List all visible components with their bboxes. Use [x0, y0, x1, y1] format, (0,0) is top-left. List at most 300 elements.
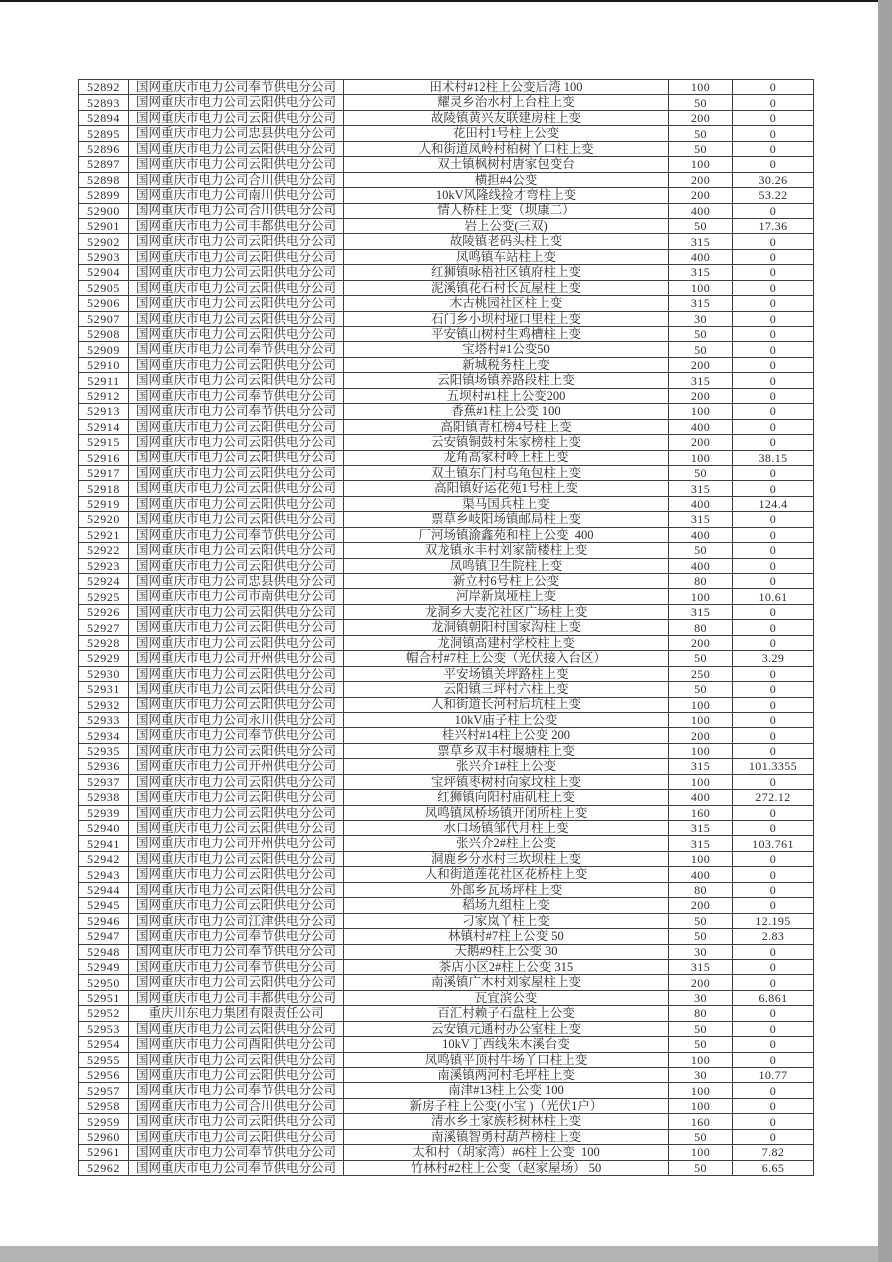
cell-capacity: 50 — [669, 219, 733, 234]
cell-row-id: 52945 — [79, 898, 129, 913]
cell-station-name: 桂兴村#14柱上公变 200 — [344, 728, 669, 743]
cell-company: 国网重庆市电力公司云阳供电分公司 — [129, 620, 344, 635]
cell-company: 国网重庆市电力公司云阳供电分公司 — [129, 481, 344, 496]
cell-value: 0 — [733, 528, 814, 543]
cell-station-name: 太和村（胡家湾）#6柱上公变 100 — [344, 1145, 669, 1160]
cell-row-id: 52928 — [79, 636, 129, 651]
cell-station-name: 龙洞乡大麦沱社区广场柱上变 — [344, 605, 669, 620]
cell-station-name: 红狮镇向阳村庙矶柱上变 — [344, 790, 669, 805]
table-row — [79, 497, 814, 512]
cell-capacity: 200 — [669, 358, 733, 373]
cell-row-id: 52948 — [79, 945, 129, 960]
cell-company: 国网重庆市电力公司奉节供电分公司 — [129, 389, 344, 404]
cell-station-name: 花田村1号柱上公变 — [344, 126, 669, 141]
cell-row-id: 52909 — [79, 342, 129, 357]
cell-value: 0 — [733, 404, 814, 419]
cell-row-id: 52932 — [79, 698, 129, 713]
cell-value: 0 — [733, 265, 814, 280]
cell-capacity: 50 — [669, 543, 733, 558]
table-row — [79, 528, 814, 543]
cell-company: 国网重庆市电力公司奉节供电分公司 — [129, 929, 344, 944]
cell-row-id: 52952 — [79, 1006, 129, 1021]
cell-capacity: 315 — [669, 960, 733, 975]
cell-station-name: 双龙镇永丰村刘家箭楼柱上变 — [344, 543, 669, 558]
cell-capacity: 50 — [669, 1037, 733, 1052]
cell-row-id: 52958 — [79, 1099, 129, 1114]
cell-value: 10.77 — [733, 1068, 814, 1083]
cell-station-name: 刁家岚丫柱上变 — [344, 914, 669, 929]
table-row — [79, 80, 814, 95]
table-row — [79, 1099, 814, 1114]
cell-company: 国网重庆市电力公司云阳供电分公司 — [129, 898, 344, 913]
table-row — [79, 589, 814, 604]
cell-row-id: 52941 — [79, 836, 129, 851]
cell-value: 53.22 — [733, 188, 814, 203]
cell-company: 国网重庆市电力公司云阳供电分公司 — [129, 250, 344, 265]
cell-capacity: 200 — [669, 173, 733, 188]
cell-value: 0 — [733, 111, 814, 126]
table-row — [79, 512, 814, 527]
cell-capacity: 315 — [669, 265, 733, 280]
cell-value: 0 — [733, 543, 814, 558]
cell-company: 国网重庆市电力公司云阳供电分公司 — [129, 1114, 344, 1129]
cell-capacity: 400 — [669, 790, 733, 805]
cell-value: 0 — [733, 142, 814, 157]
cell-capacity: 400 — [669, 204, 733, 219]
cell-company: 国网重庆市电力公司云阳供电分公司 — [129, 327, 344, 342]
cell-row-id: 52951 — [79, 991, 129, 1006]
cell-value: 0 — [733, 1053, 814, 1068]
cell-row-id: 52910 — [79, 358, 129, 373]
cell-value: 0 — [733, 960, 814, 975]
cell-company: 国网重庆市电力公司云阳供电分公司 — [129, 234, 344, 249]
table-row — [79, 1161, 814, 1176]
cell-company: 国网重庆市电力公司云阳供电分公司 — [129, 296, 344, 311]
cell-value: 0 — [733, 358, 814, 373]
cell-company: 国网重庆市电力公司云阳供电分公司 — [129, 497, 344, 512]
cell-row-id: 52929 — [79, 651, 129, 666]
cell-station-name: 石门乡小坝村垭口里柱上变 — [344, 312, 669, 327]
cell-company: 国网重庆市电力公司云阳供电分公司 — [129, 466, 344, 481]
cell-station-name: 凤鸣镇平顶村牛场丫口柱上变 — [344, 1053, 669, 1068]
table-row — [79, 1145, 814, 1160]
table-row — [79, 342, 814, 357]
cell-row-id: 52902 — [79, 234, 129, 249]
table-row — [79, 806, 814, 821]
table-row — [79, 219, 814, 234]
cell-row-id: 52906 — [79, 296, 129, 311]
cell-row-id: 52907 — [79, 312, 129, 327]
cell-station-name: 凤鸣镇车站柱上变 — [344, 250, 669, 265]
cell-row-id: 52934 — [79, 728, 129, 743]
page-top-rule — [0, 0, 892, 2]
cell-capacity: 315 — [669, 605, 733, 620]
table-row — [79, 1114, 814, 1129]
cell-capacity: 100 — [669, 281, 733, 296]
table-row — [79, 466, 814, 481]
cell-capacity: 80 — [669, 574, 733, 589]
cell-value: 0 — [733, 975, 814, 990]
cell-row-id: 52939 — [79, 806, 129, 821]
cell-company: 国网重庆市电力公司云阳供电分公司 — [129, 1053, 344, 1068]
cell-station-name: 人和街道凤岭村柏树丫口柱上变 — [344, 142, 669, 157]
cell-value: 0 — [733, 126, 814, 141]
cell-capacity: 200 — [669, 111, 733, 126]
cell-row-id: 52962 — [79, 1161, 129, 1176]
cell-station-name: 厂河场镇渝鑫苑和柱上公变 400 — [344, 528, 669, 543]
cell-company: 国网重庆市电力公司云阳供电分公司 — [129, 867, 344, 882]
cell-row-id: 52894 — [79, 111, 129, 126]
cell-capacity: 50 — [669, 1161, 733, 1176]
cell-value: 0 — [733, 559, 814, 574]
cell-company: 国网重庆市电力公司永川供电分公司 — [129, 713, 344, 728]
cell-value: 0 — [733, 821, 814, 836]
cell-row-id: 52921 — [79, 528, 129, 543]
cell-company: 国网重庆市电力公司开州供电分公司 — [129, 836, 344, 851]
cell-row-id: 52916 — [79, 451, 129, 466]
cell-capacity: 80 — [669, 1006, 733, 1021]
cell-station-name: 10kV丁西线朱木溪台变 — [344, 1037, 669, 1052]
cell-row-id: 52900 — [79, 204, 129, 219]
cell-company: 国网重庆市电力公司奉节供电分公司 — [129, 1145, 344, 1160]
table-row — [79, 281, 814, 296]
cell-value: 0 — [733, 281, 814, 296]
table-row — [79, 543, 814, 558]
cell-row-id: 52908 — [79, 327, 129, 342]
cell-company: 国网重庆市电力公司奉节供电分公司 — [129, 1161, 344, 1176]
cell-company: 国网重庆市电力公司云阳供电分公司 — [129, 744, 344, 759]
cell-station-name: 高阳镇青杠榜4号柱上变 — [344, 420, 669, 435]
cell-value: 10.61 — [733, 589, 814, 604]
cell-row-id: 52895 — [79, 126, 129, 141]
cell-company: 国网重庆市电力公司云阳供电分公司 — [129, 543, 344, 558]
table-row — [79, 358, 814, 373]
table-row — [79, 327, 814, 342]
table-row — [79, 605, 814, 620]
cell-capacity: 50 — [669, 342, 733, 357]
table-row — [79, 296, 814, 311]
cell-row-id: 52903 — [79, 250, 129, 265]
cell-station-name: 外郎乡瓦场坪柱上变 — [344, 883, 669, 898]
cell-row-id: 52931 — [79, 682, 129, 697]
cell-value: 0 — [733, 389, 814, 404]
cell-value: 0 — [733, 945, 814, 960]
cell-station-name: 人和街道莲花社区花桥柱上变 — [344, 867, 669, 882]
table-row — [79, 404, 814, 419]
cell-value: 6.65 — [733, 1161, 814, 1176]
cell-capacity: 100 — [669, 1099, 733, 1114]
transformer-table — [78, 79, 814, 1176]
cell-station-name: 云阳镇场镇养路段柱上变 — [344, 373, 669, 388]
cell-station-name: 渠马国兵柱上变 — [344, 497, 669, 512]
cell-station-name: 南溪镇广木村刘家屋柱上变 — [344, 975, 669, 990]
cell-value: 0 — [733, 806, 814, 821]
cell-value: 103.761 — [733, 836, 814, 851]
cell-station-name: 平安镇山树村生鸡槽柱上变 — [344, 327, 669, 342]
cell-capacity: 200 — [669, 435, 733, 450]
cell-capacity: 315 — [669, 821, 733, 836]
cell-station-name: 龙角高家村岭上柱上变 — [344, 451, 669, 466]
cell-capacity: 315 — [669, 836, 733, 851]
table-row — [79, 836, 814, 851]
cell-value: 0 — [733, 620, 814, 635]
table-row — [79, 420, 814, 435]
cell-station-name: 龙洞镇高建村学校柱上变 — [344, 636, 669, 651]
cell-station-name: 泥溪镇花石村长瓦屋柱上变 — [344, 281, 669, 296]
cell-capacity: 80 — [669, 620, 733, 635]
cell-value: 0 — [733, 1083, 814, 1098]
cell-value: 0 — [733, 883, 814, 898]
cell-value: 0 — [733, 435, 814, 450]
cell-row-id: 52901 — [79, 219, 129, 234]
cell-capacity: 100 — [669, 698, 733, 713]
cell-station-name: 耀灵乡治水村上台柱上变 — [344, 95, 669, 110]
cell-company: 国网重庆市电力公司云阳供电分公司 — [129, 1068, 344, 1083]
cell-row-id: 52937 — [79, 775, 129, 790]
cell-value: 124.4 — [733, 497, 814, 512]
cell-station-name: 清水乡土家族杉树林柱上变 — [344, 1114, 669, 1129]
cell-station-name: 新房子柱上公变(小宝 )（光伏1户） — [344, 1099, 669, 1114]
cell-station-name: 凤鸣镇卫生院柱上变 — [344, 559, 669, 574]
cell-capacity: 200 — [669, 636, 733, 651]
table-row — [79, 559, 814, 574]
cell-station-name: 木古桃园社区柱上变 — [344, 296, 669, 311]
cell-company: 国网重庆市电力公司合川供电分公司 — [129, 204, 344, 219]
cell-value: 0 — [733, 775, 814, 790]
table-row — [79, 265, 814, 280]
cell-row-id: 52938 — [79, 790, 129, 805]
table-row — [79, 991, 814, 1006]
cell-station-name: 故陵镇老码头柱上变 — [344, 234, 669, 249]
table-row — [79, 95, 814, 110]
cell-company: 国网重庆市电力公司云阳供电分公司 — [129, 775, 344, 790]
cell-value: 0 — [733, 204, 814, 219]
cell-company: 国网重庆市电力公司云阳供电分公司 — [129, 358, 344, 373]
cell-capacity: 30 — [669, 312, 733, 327]
cell-company: 国网重庆市电力公司南川供电分公司 — [129, 188, 344, 203]
cell-station-name: 横担#4公变 — [344, 173, 669, 188]
cell-company: 国网重庆市电力公司云阳供电分公司 — [129, 667, 344, 682]
cell-row-id: 52925 — [79, 589, 129, 604]
cell-row-id: 52905 — [79, 281, 129, 296]
cell-value: 0 — [733, 1114, 814, 1129]
table-row — [79, 713, 814, 728]
cell-row-id: 52919 — [79, 497, 129, 512]
cell-station-name: 张兴介1#柱上公变 — [344, 759, 669, 774]
cell-station-name: 张兴介2#柱上公变 — [344, 836, 669, 851]
cell-capacity: 400 — [669, 528, 733, 543]
table-row — [79, 312, 814, 327]
cell-value: 0 — [733, 157, 814, 172]
cell-capacity: 100 — [669, 404, 733, 419]
cell-company: 国网重庆市电力公司云阳供电分公司 — [129, 111, 344, 126]
cell-row-id: 52950 — [79, 975, 129, 990]
cell-capacity: 100 — [669, 1145, 733, 1160]
cell-value: 0 — [733, 342, 814, 357]
cell-station-name: 票草乡岐阳场镇邮局柱上变 — [344, 512, 669, 527]
cell-row-id: 52918 — [79, 481, 129, 496]
cell-capacity: 50 — [669, 651, 733, 666]
table-row — [79, 142, 814, 157]
cell-capacity: 200 — [669, 188, 733, 203]
table-row — [79, 682, 814, 697]
table-row — [79, 620, 814, 635]
cell-station-name: 竹林村#2柱上公变（赵家屋场） 50 — [344, 1161, 669, 1176]
cell-station-name: 10kV风隆线捡才弯柱上变 — [344, 188, 669, 203]
cell-company: 国网重庆市电力公司云阳供电分公司 — [129, 312, 344, 327]
cell-station-name: 故陵镇黄兴友联建房柱上变 — [344, 111, 669, 126]
page-right-edge-shadow — [878, 0, 892, 1262]
table-row — [79, 945, 814, 960]
cell-row-id: 52961 — [79, 1145, 129, 1160]
cell-capacity: 50 — [669, 1130, 733, 1145]
cell-capacity: 50 — [669, 126, 733, 141]
cell-capacity: 50 — [669, 466, 733, 481]
table-row — [79, 960, 814, 975]
cell-company: 国网重庆市电力公司市南供电分公司 — [129, 589, 344, 604]
cell-company: 重庆川东电力集团有限责任公司 — [129, 1006, 344, 1021]
cell-company: 国网重庆市电力公司云阳供电分公司 — [129, 821, 344, 836]
cell-capacity: 200 — [669, 898, 733, 913]
cell-capacity: 315 — [669, 296, 733, 311]
cell-station-name: 新立村6号柱上公变 — [344, 574, 669, 589]
table-row — [79, 188, 814, 203]
cell-row-id: 52927 — [79, 620, 129, 635]
table-row — [79, 728, 814, 743]
cell-capacity: 200 — [669, 728, 733, 743]
cell-row-id: 52914 — [79, 420, 129, 435]
cell-station-name: 香蕉#1柱上公变 100 — [344, 404, 669, 419]
cell-capacity: 100 — [669, 80, 733, 95]
cell-capacity: 250 — [669, 667, 733, 682]
cell-company: 国网重庆市电力公司丰都供电分公司 — [129, 991, 344, 1006]
cell-capacity: 400 — [669, 867, 733, 882]
cell-row-id: 52947 — [79, 929, 129, 944]
cell-value: 272.12 — [733, 790, 814, 805]
cell-capacity: 30 — [669, 1068, 733, 1083]
cell-value: 0 — [733, 682, 814, 697]
table-row — [79, 111, 814, 126]
cell-value: 12.195 — [733, 914, 814, 929]
cell-value: 6.861 — [733, 991, 814, 1006]
table-row — [79, 1053, 814, 1068]
cell-value: 0 — [733, 605, 814, 620]
cell-station-name: 天鹅#9柱上公变 30 — [344, 945, 669, 960]
table-row — [79, 775, 814, 790]
table-row — [79, 1006, 814, 1021]
cell-company: 国网重庆市电力公司合川供电分公司 — [129, 173, 344, 188]
cell-station-name: 高阳镇好运花苑1号柱上变 — [344, 481, 669, 496]
cell-row-id: 52896 — [79, 142, 129, 157]
cell-company: 国网重庆市电力公司云阳供电分公司 — [129, 636, 344, 651]
cell-station-name: 10kV庙子柱上公变 — [344, 713, 669, 728]
cell-value: 0 — [733, 312, 814, 327]
cell-station-name: 水口场镇邹代月柱上变 — [344, 821, 669, 836]
table-row — [79, 651, 814, 666]
cell-value: 17.36 — [733, 219, 814, 234]
cell-capacity: 315 — [669, 512, 733, 527]
cell-row-id: 52913 — [79, 404, 129, 419]
cell-capacity: 30 — [669, 945, 733, 960]
table-row — [79, 481, 814, 496]
cell-capacity: 50 — [669, 142, 733, 157]
cell-value: 0 — [733, 852, 814, 867]
table-row — [79, 636, 814, 651]
cell-capacity: 400 — [669, 497, 733, 512]
cell-station-name: 宝坪镇枣树村向家坟柱上变 — [344, 775, 669, 790]
cell-value: 0 — [733, 481, 814, 496]
cell-company: 国网重庆市电力公司云阳供电分公司 — [129, 605, 344, 620]
cell-capacity: 400 — [669, 559, 733, 574]
cell-row-id: 52917 — [79, 466, 129, 481]
cell-company: 国网重庆市电力公司云阳供电分公司 — [129, 975, 344, 990]
cell-station-name: 田术村#12柱上公变后湾 100 — [344, 80, 669, 95]
cell-capacity: 50 — [669, 95, 733, 110]
cell-row-id: 52949 — [79, 960, 129, 975]
cell-company: 国网重庆市电力公司云阳供电分公司 — [129, 883, 344, 898]
cell-value: 0 — [733, 574, 814, 589]
cell-row-id: 52933 — [79, 713, 129, 728]
cell-row-id: 52955 — [79, 1053, 129, 1068]
cell-value: 0 — [733, 636, 814, 651]
cell-value: 30.26 — [733, 173, 814, 188]
cell-company: 国网重庆市电力公司开州供电分公司 — [129, 759, 344, 774]
table-row — [79, 1083, 814, 1098]
table-row — [79, 204, 814, 219]
cell-company: 国网重庆市电力公司云阳供电分公司 — [129, 451, 344, 466]
table-row — [79, 451, 814, 466]
cell-row-id: 52926 — [79, 605, 129, 620]
cell-capacity: 315 — [669, 234, 733, 249]
cell-value: 7.82 — [733, 1145, 814, 1160]
cell-capacity: 100 — [669, 713, 733, 728]
cell-station-name: 帽合村#7柱上公变（光伏接入台区） — [344, 651, 669, 666]
cell-value: 0 — [733, 1130, 814, 1145]
cell-capacity: 400 — [669, 250, 733, 265]
cell-company: 国网重庆市电力公司云阳供电分公司 — [129, 1130, 344, 1145]
cell-value: 0 — [733, 234, 814, 249]
cell-company: 国网重庆市电力公司忠县供电分公司 — [129, 126, 344, 141]
cell-row-id: 52953 — [79, 1022, 129, 1037]
cell-row-id: 52930 — [79, 667, 129, 682]
cell-row-id: 52935 — [79, 744, 129, 759]
cell-value: 0 — [733, 95, 814, 110]
cell-row-id: 52936 — [79, 759, 129, 774]
table-row — [79, 1130, 814, 1145]
cell-value: 0 — [733, 744, 814, 759]
table-row — [79, 852, 814, 867]
cell-value: 0 — [733, 373, 814, 388]
cell-row-id: 52923 — [79, 559, 129, 574]
cell-value: 3.29 — [733, 651, 814, 666]
cell-station-name: 瓦宜滨公变 — [344, 991, 669, 1006]
cell-value: 0 — [733, 1099, 814, 1114]
cell-station-name: 林镇村#7柱上公变 50 — [344, 929, 669, 944]
cell-capacity: 50 — [669, 929, 733, 944]
cell-company: 国网重庆市电力公司云阳供电分公司 — [129, 559, 344, 574]
cell-row-id: 52954 — [79, 1037, 129, 1052]
cell-company: 国网重庆市电力公司云阳供电分公司 — [129, 512, 344, 527]
cell-station-name: 岩上公变(三双) — [344, 219, 669, 234]
cell-value: 0 — [733, 713, 814, 728]
table-row — [79, 373, 814, 388]
cell-capacity: 80 — [669, 883, 733, 898]
cell-row-id: 52956 — [79, 1068, 129, 1083]
cell-capacity: 100 — [669, 1053, 733, 1068]
table-row — [79, 173, 814, 188]
cell-row-id: 52944 — [79, 883, 129, 898]
cell-value: 0 — [733, 512, 814, 527]
